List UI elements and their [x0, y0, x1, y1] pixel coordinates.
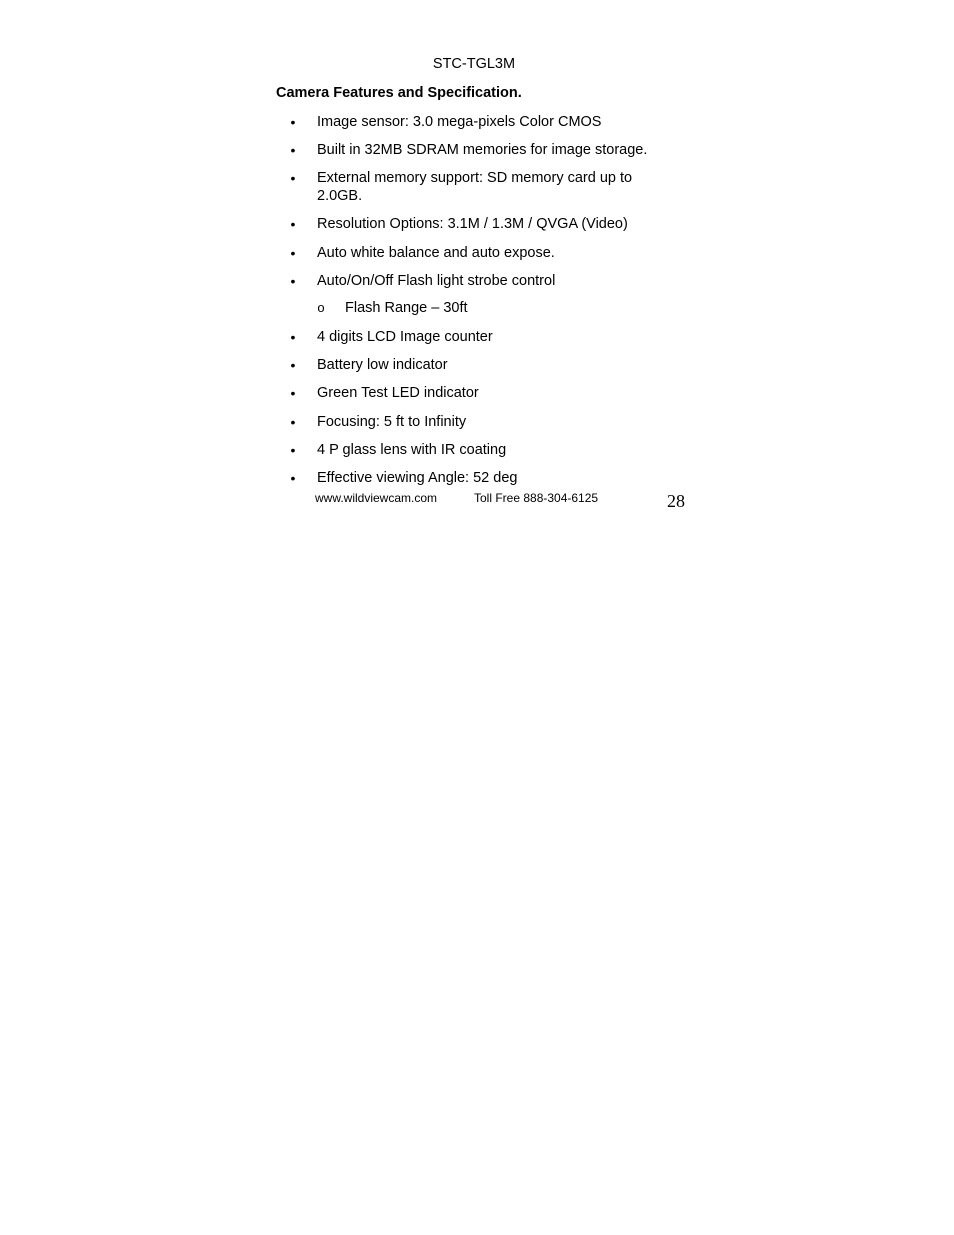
feature-text: Green Test LED indicator — [317, 385, 479, 401]
feature-text: External memory support: SD memory card up to — [317, 170, 633, 186]
footer-website: www.wildviewcam.com — [315, 491, 438, 505]
bullet-marker: • — [290, 385, 296, 401]
bullet-marker: • — [290, 470, 296, 486]
bullet-marker: • — [290, 245, 296, 261]
bullet-marker: • — [290, 329, 296, 345]
bullet-marker: • — [290, 442, 296, 458]
bullet-marker: • — [290, 216, 296, 232]
feature-text: Auto white balance and auto expose. — [317, 245, 555, 261]
feature-text: Battery low indicator — [317, 357, 448, 373]
feature-text: Image sensor: 3.0 mega-pixels Color CMOS — [317, 114, 602, 130]
bullet-marker: • — [290, 357, 296, 373]
feature-text: Effective viewing Angle: 52 deg — [317, 470, 518, 486]
bullet-marker: • — [290, 273, 296, 289]
feature-text-continued: 2.0GB. — [317, 188, 363, 204]
page-header-model: STC-TGL3M — [432, 56, 516, 72]
sub-bullet-marker: o — [317, 300, 325, 315]
bullet-marker: • — [290, 114, 296, 130]
bullet-marker: • — [290, 142, 296, 158]
bullet-marker: • — [290, 414, 296, 430]
feature-text: Built in 32MB SDRAM memories for image storage. — [317, 142, 648, 158]
bullet-marker: • — [290, 170, 296, 186]
feature-text: Focusing: 5 ft to Infinity — [317, 414, 467, 430]
feature-text: 4 P glass lens with IR coating — [317, 442, 507, 458]
feature-text: Resolution Options: 3.1M / 1.3M / QVGA (Video) — [317, 216, 628, 232]
footer-phone: Toll Free 888-304-6125 — [474, 491, 599, 505]
feature-text: Flash Range – 30ft — [345, 300, 468, 316]
section-title: Camera Features and Specification. — [276, 85, 522, 101]
page-number: 28 — [667, 491, 685, 511]
feature-text: Auto/On/Off Flash light strobe control — [317, 273, 556, 289]
feature-text: 4 digits LCD Image counter — [317, 329, 493, 345]
